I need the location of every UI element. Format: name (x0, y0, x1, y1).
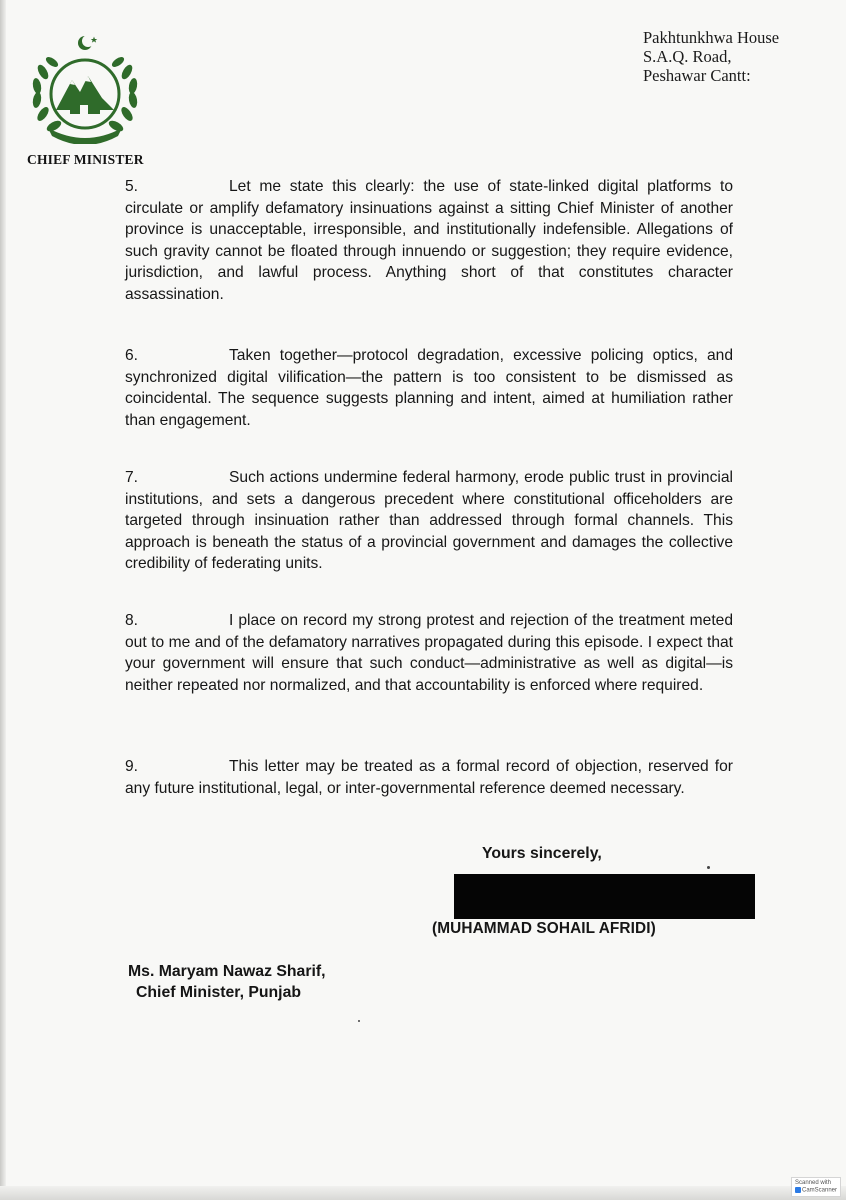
paragraph-number: 7. (125, 469, 139, 486)
paragraph-number: 5. (125, 178, 139, 195)
signature-redaction (454, 874, 755, 919)
watermark-brand-text: CamScanner (802, 1187, 838, 1194)
watermark-brand (795, 1187, 838, 1195)
paragraph-number: 6. (125, 347, 139, 364)
paragraph-text: Such actions undermine federal harmony, erode public trust in provincial institutions, and sets a dangerous precedent where constitutional officeholders are targeted through insinuation rather than addressed through formal channels. This approach is beneath the status of a provincial government and damages the collective credibility of federating units. (125, 469, 733, 572)
paragraph-number: 9. (125, 758, 139, 775)
recipient-title: Chief Minister, Punjab (136, 984, 302, 1001)
recipient-name: Ms. Maryam Nawaz Sharif, (128, 963, 326, 980)
closing-salutation: Yours sincerely, (482, 845, 602, 862)
signatory-name: (MUHAMMAD SOHAIL AFRIDI) (432, 920, 656, 937)
address-line: Pakhtunkhwa House (643, 28, 780, 47)
paragraph-text: Taken together—protocol degradation, excessive policing optics, and synchronized digital vilification—the pattern is too consistent to be dismissed as coincidental. The sequence suggests planning and intent, aimed at humiliation rather than engagement. (125, 347, 733, 429)
government-emblem-icon (26, 32, 144, 144)
paragraph-text: This letter may be treated as a formal record of objection, reserved for any future institutional, legal, or inter-governmental reference deemed necessary. (125, 758, 733, 797)
paragraph-text: I place on record my strong protest and rejection of the treatment meted out to me and of the defamatory narratives propagated during this episode. I expect that your government will ensure that such conduct—administrative as well as digital—is neither repeated nor normalized, and that accountability is enforced where required. (125, 612, 733, 694)
camscanner-watermark (791, 1177, 841, 1197)
emblem-caption: CHIEF MINISTER (27, 152, 144, 167)
paragraph-7 (125, 467, 733, 575)
paragraph-8 (125, 610, 733, 696)
page-bottom-edge (0, 1186, 846, 1200)
ink-speck (358, 1020, 360, 1022)
page-left-edge (0, 0, 6, 1200)
ink-speck (707, 866, 710, 869)
address-line: Peshawar Cantt: (643, 66, 751, 85)
watermark-line: Scanned with (795, 1180, 832, 1186)
paragraph-9 (125, 756, 733, 799)
recipient-block (128, 961, 326, 1003)
paragraph-6 (125, 345, 733, 431)
paragraph-text: Let me state this clearly: the use of state-linked digital platforms to circulate or amplify defamatory insinuations against a sitting Chief Minister of another province is unacceptable, irresponsible, and institutionally indefensible. Allegations of such gravity cannot be floated through innuendo or suggestion; they require evidence, jurisdiction, and lawful process. Anything short of that constitutes character assassination. (125, 178, 733, 303)
address-line: S.A.Q. Road, (643, 47, 732, 66)
sender-address (643, 28, 779, 85)
camscanner-logo-icon (795, 1187, 801, 1193)
paragraph-number: 8. (125, 612, 139, 629)
paragraph-5 (125, 176, 733, 305)
